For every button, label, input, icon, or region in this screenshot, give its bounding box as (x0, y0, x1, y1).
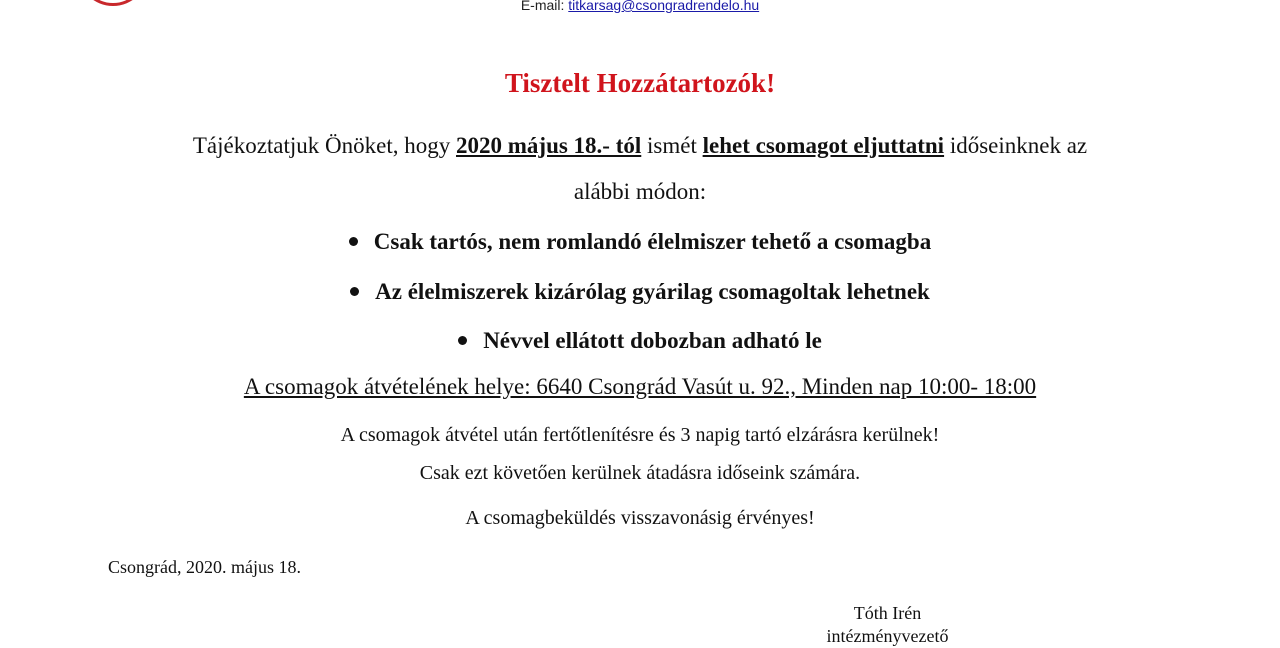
intro-date: 2020 május 18.- tól (456, 133, 642, 158)
intro-text-2: ismét (641, 133, 703, 158)
page-heading: Tisztelt Hozzátartozók! (504, 68, 776, 98)
email-link[interactable]: titkarsag@csongradrendelo.hu (568, 0, 760, 13)
bullet-icon (349, 237, 358, 246)
bullet-icon (458, 336, 467, 345)
rule-item (0, 326, 1280, 356)
pickup-address: A csomagok átvételének helye: 6640 Csongrád Vasút u. 92., Minden nap 10:00- 18:00 (243, 374, 1037, 399)
email-line (0, 0, 1280, 14)
note-line: A csomagbeküldés visszavonásig érvényes! (465, 507, 815, 529)
rule-item (0, 277, 1280, 307)
intro-line-2: alábbi módon: (573, 179, 707, 204)
intro-text-3: időseinknek az (944, 133, 1088, 158)
bullet-icon (350, 287, 359, 296)
note-line: Csak ezt követően kerülnek átadásra időseink számára. (419, 462, 861, 484)
rule-text: Az élelmiszerek kizárólag gyárilag csomagoltak lehetnek (375, 279, 930, 304)
signer-name: Tóth Irén (853, 603, 922, 623)
place-date: Csongrád, 2020. május 18. (108, 557, 301, 577)
intro-text-1: Tájékoztatjuk Önöket, hogy (192, 133, 456, 158)
rule-item (0, 227, 1280, 257)
rule-text: Névvel ellátott dobozban adható le (483, 328, 822, 353)
intro-paragraph (0, 131, 1280, 161)
rule-text: Csak tartós, nem romlandó élelmiszer tehető a csomagba (373, 229, 932, 254)
intro-action: lehet csomagot eljuttatni (702, 133, 945, 158)
email-label: E-mail: (520, 0, 565, 13)
signer-title: intézményvezető (826, 626, 949, 646)
note-line: A csomagok átvétel után fertőtlenítésre és 3 napig tartó elzárásra kerülnek! (340, 424, 940, 446)
